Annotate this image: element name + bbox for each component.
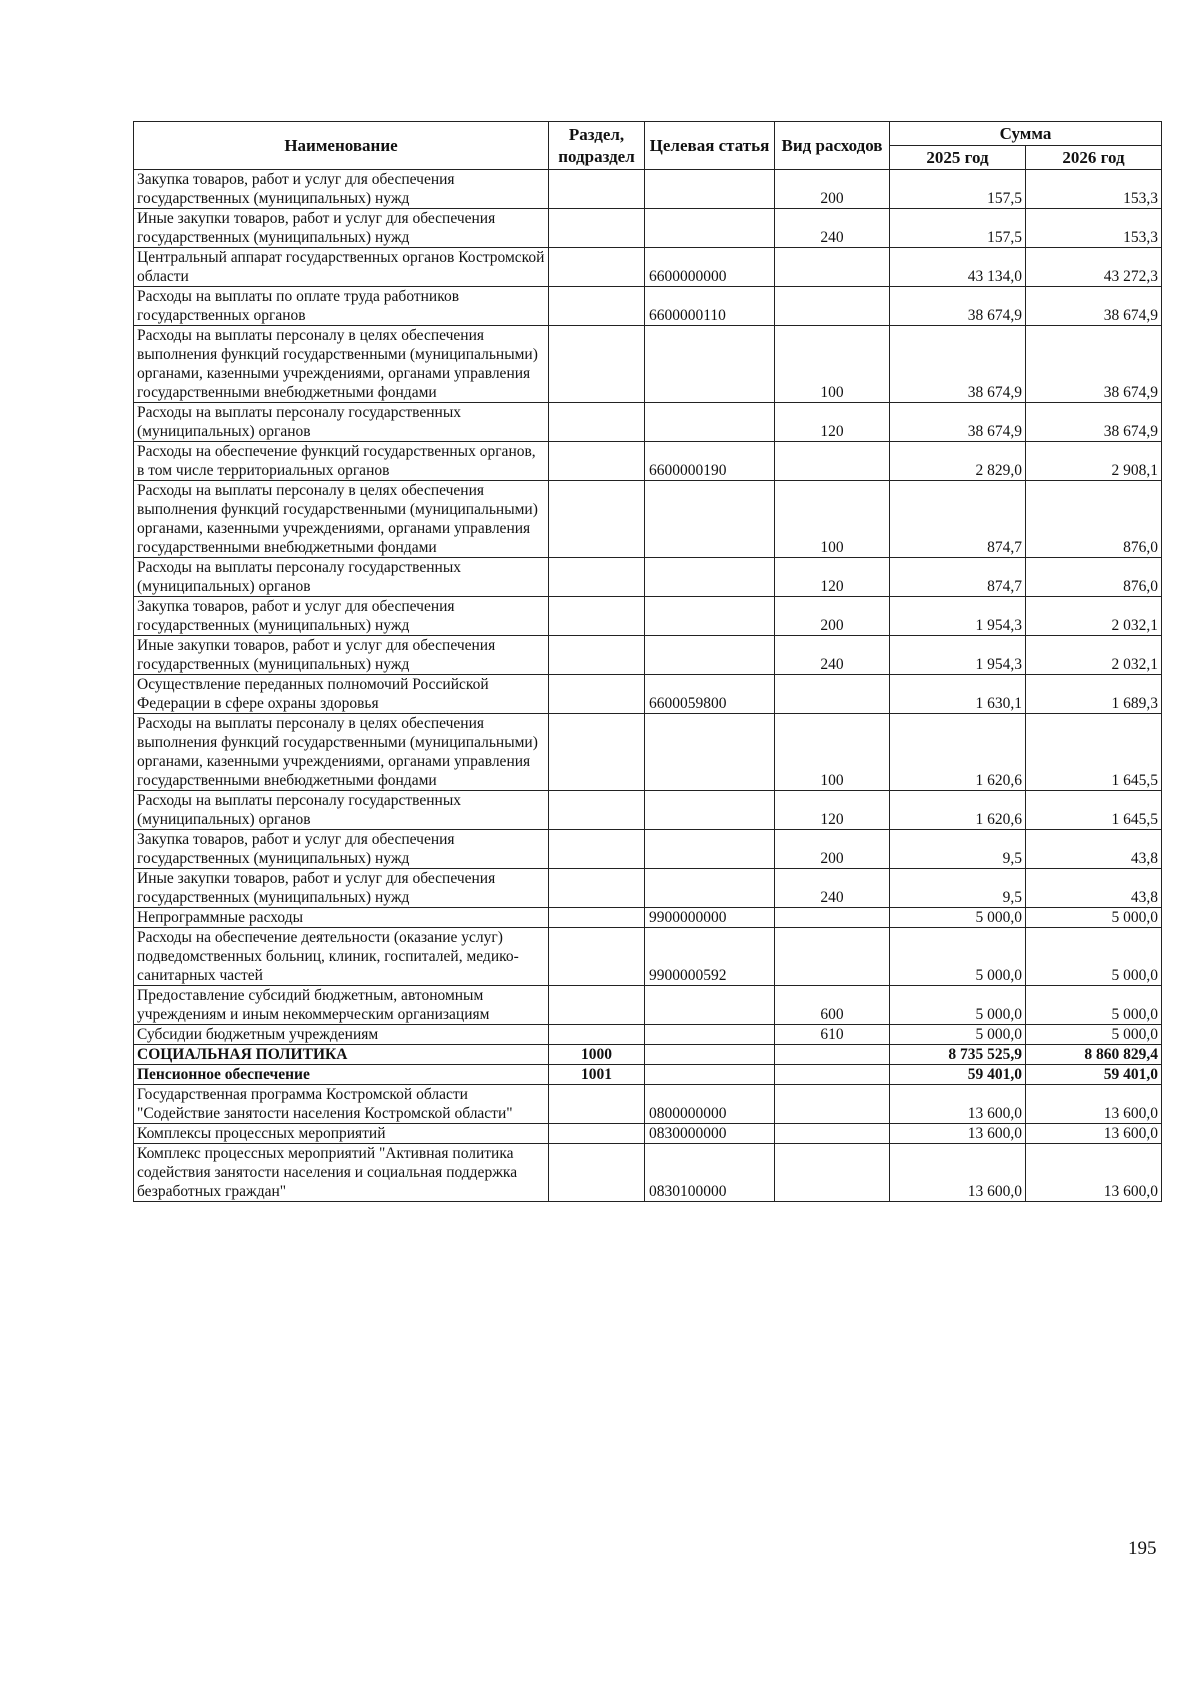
cell-name: Непрограммные расходы — [134, 908, 549, 928]
table-row — [134, 986, 1162, 1025]
cell-name: Расходы на выплаты персоналу в целях обеспечения выполнения функций государственными (муниципальными) органами, казенными учреждениями, органами управления государственными внебюджетными фондами — [134, 326, 549, 403]
cell-2025: 9,5 — [890, 869, 1026, 908]
cell-target — [645, 636, 775, 675]
table-row — [134, 1045, 1162, 1065]
table-row — [134, 1124, 1162, 1144]
cell-2025: 157,5 — [890, 209, 1026, 248]
cell-kind: 610 — [775, 1025, 890, 1045]
cell-kind: 600 — [775, 986, 890, 1025]
cell-kind: 240 — [775, 636, 890, 675]
cell-name: Расходы на выплаты персоналу государственных (муниципальных) органов — [134, 403, 549, 442]
cell-section — [549, 558, 645, 597]
page-number: 195 — [1128, 1538, 1157, 1559]
cell-name: Расходы на выплаты по оплате труда работников государственных органов — [134, 287, 549, 326]
cell-section — [549, 287, 645, 326]
cell-2025: 8 735 525,9 — [890, 1045, 1026, 1065]
header-kind: Вид расходов — [775, 122, 890, 170]
cell-kind — [775, 287, 890, 326]
cell-kind — [775, 1065, 890, 1085]
cell-kind: 240 — [775, 869, 890, 908]
cell-section — [549, 714, 645, 791]
cell-2025: 43 134,0 — [890, 248, 1026, 287]
cell-kind — [775, 908, 890, 928]
cell-target — [645, 714, 775, 791]
cell-section — [549, 1144, 645, 1202]
cell-section — [549, 869, 645, 908]
cell-kind: 100 — [775, 714, 890, 791]
table-row — [134, 209, 1162, 248]
cell-target — [645, 830, 775, 869]
table-row — [134, 170, 1162, 209]
cell-target — [645, 597, 775, 636]
table-row — [134, 636, 1162, 675]
cell-2026: 876,0 — [1026, 481, 1162, 558]
cell-target — [645, 791, 775, 830]
cell-2025: 1 954,3 — [890, 597, 1026, 636]
cell-2026: 43 272,3 — [1026, 248, 1162, 287]
budget-table — [133, 121, 1162, 1202]
cell-name: Расходы на обеспечение функций государственных органов, в том числе территориальных органов — [134, 442, 549, 481]
cell-name: Осуществление переданных полномочий Российской Федерации в сфере охраны здоровья — [134, 675, 549, 714]
cell-target: 0800000000 — [645, 1085, 775, 1124]
table-row — [134, 326, 1162, 403]
table-row — [134, 248, 1162, 287]
cell-section — [549, 636, 645, 675]
cell-2025: 38 674,9 — [890, 287, 1026, 326]
cell-name: Предоставление субсидий бюджетным, автономным учреждениям и иным некоммерческим организациям — [134, 986, 549, 1025]
cell-2026: 2 032,1 — [1026, 636, 1162, 675]
table-row — [134, 1065, 1162, 1085]
cell-name: Расходы на выплаты персоналу в целях обеспечения выполнения функций государственными (муниципальными) органами, казенными учреждениями, органами управления государственными внебюджетными фондами — [134, 714, 549, 791]
cell-name: Комплексы процессных мероприятий — [134, 1124, 549, 1144]
cell-section — [549, 675, 645, 714]
cell-2026: 38 674,9 — [1026, 403, 1162, 442]
cell-2025: 874,7 — [890, 558, 1026, 597]
cell-section — [549, 928, 645, 986]
cell-section — [549, 403, 645, 442]
cell-section — [549, 326, 645, 403]
cell-kind — [775, 1144, 890, 1202]
cell-2025: 59 401,0 — [890, 1065, 1026, 1085]
cell-section — [549, 170, 645, 209]
cell-target — [645, 481, 775, 558]
cell-target — [645, 986, 775, 1025]
cell-2026: 13 600,0 — [1026, 1124, 1162, 1144]
cell-2025: 1 620,6 — [890, 791, 1026, 830]
cell-2025: 1 954,3 — [890, 636, 1026, 675]
header-sum: Сумма — [890, 122, 1162, 146]
cell-2026: 38 674,9 — [1026, 326, 1162, 403]
cell-target — [645, 1045, 775, 1065]
cell-2026: 13 600,0 — [1026, 1144, 1162, 1202]
header-section: Раздел, подраздел — [549, 122, 645, 170]
header-target: Целевая статья — [645, 122, 775, 170]
cell-2025: 38 674,9 — [890, 403, 1026, 442]
cell-kind: 120 — [775, 403, 890, 442]
cell-name: Центральный аппарат государственных органов Костромской области — [134, 248, 549, 287]
cell-2026: 5 000,0 — [1026, 908, 1162, 928]
cell-name: Иные закупки товаров, работ и услуг для обеспечения государственных (муниципальных) нужд — [134, 209, 549, 248]
cell-name: Иные закупки товаров, работ и услуг для обеспечения государственных (муниципальных) нужд — [134, 869, 549, 908]
cell-name: СОЦИАЛЬНАЯ ПОЛИТИКА — [134, 1045, 549, 1065]
cell-name: Закупка товаров, работ и услуг для обеспечения государственных (муниципальных) нужд — [134, 830, 549, 869]
cell-kind: 200 — [775, 597, 890, 636]
cell-name: Иные закупки товаров, работ и услуг для обеспечения государственных (муниципальных) нужд — [134, 636, 549, 675]
cell-target: 6600000190 — [645, 442, 775, 481]
cell-2026: 38 674,9 — [1026, 287, 1162, 326]
header-name: Наименование — [134, 122, 549, 170]
cell-target — [645, 1025, 775, 1045]
cell-2026: 5 000,0 — [1026, 986, 1162, 1025]
cell-section — [549, 442, 645, 481]
cell-2026: 59 401,0 — [1026, 1065, 1162, 1085]
cell-2026: 1 645,5 — [1026, 791, 1162, 830]
cell-2025: 5 000,0 — [890, 986, 1026, 1025]
cell-target: 0830000000 — [645, 1124, 775, 1144]
cell-2025: 157,5 — [890, 170, 1026, 209]
cell-target — [645, 869, 775, 908]
table-row — [134, 675, 1162, 714]
cell-name: Субсидии бюджетным учреждениям — [134, 1025, 549, 1045]
cell-2026: 1 689,3 — [1026, 675, 1162, 714]
cell-target: 6600000000 — [645, 248, 775, 287]
cell-section — [549, 986, 645, 1025]
cell-kind: 200 — [775, 830, 890, 869]
cell-2025: 38 674,9 — [890, 326, 1026, 403]
cell-2025: 1 620,6 — [890, 714, 1026, 791]
cell-2025: 874,7 — [890, 481, 1026, 558]
cell-section — [549, 830, 645, 869]
cell-2025: 5 000,0 — [890, 1025, 1026, 1045]
cell-target — [645, 403, 775, 442]
cell-section — [549, 1085, 645, 1124]
cell-name: Расходы на выплаты персоналу государственных (муниципальных) органов — [134, 558, 549, 597]
cell-section — [549, 908, 645, 928]
cell-kind — [775, 1085, 890, 1124]
table-row — [134, 442, 1162, 481]
cell-name: Расходы на выплаты персоналу в целях обеспечения выполнения функций государственными (муниципальными) органами, казенными учреждениями, органами управления государственными внебюджетными фондами — [134, 481, 549, 558]
cell-2026: 153,3 — [1026, 170, 1162, 209]
cell-2025: 2 829,0 — [890, 442, 1026, 481]
cell-target: 6600059800 — [645, 675, 775, 714]
cell-2025: 9,5 — [890, 830, 1026, 869]
table-row — [134, 1144, 1162, 1202]
table-row — [134, 287, 1162, 326]
cell-2025: 1 630,1 — [890, 675, 1026, 714]
cell-kind — [775, 1045, 890, 1065]
cell-kind: 100 — [775, 326, 890, 403]
cell-target — [645, 1065, 775, 1085]
cell-name: Комплекс процессных мероприятий "Активная политика содействия занятости населения и социальная поддержка безработных граждан" — [134, 1144, 549, 1202]
cell-section — [549, 481, 645, 558]
cell-target: 9900000592 — [645, 928, 775, 986]
cell-kind: 240 — [775, 209, 890, 248]
cell-name: Расходы на обеспечение деятельности (оказание услуг) подведомственных больниц, клиник, госпиталей, медико-санитарных частей — [134, 928, 549, 986]
cell-2025: 5 000,0 — [890, 908, 1026, 928]
cell-target: 9900000000 — [645, 908, 775, 928]
cell-target — [645, 209, 775, 248]
cell-2026: 43,8 — [1026, 869, 1162, 908]
table-row — [134, 1085, 1162, 1124]
header-2025: 2025 год — [890, 146, 1026, 170]
table-row — [134, 928, 1162, 986]
cell-2026: 8 860 829,4 — [1026, 1045, 1162, 1065]
cell-target — [645, 170, 775, 209]
cell-kind: 120 — [775, 558, 890, 597]
cell-2026: 5 000,0 — [1026, 1025, 1162, 1045]
cell-kind — [775, 248, 890, 287]
table-row — [134, 830, 1162, 869]
cell-target — [645, 558, 775, 597]
cell-2026: 1 645,5 — [1026, 714, 1162, 791]
cell-2026: 2 032,1 — [1026, 597, 1162, 636]
cell-2026: 876,0 — [1026, 558, 1162, 597]
cell-section — [549, 209, 645, 248]
table-body — [134, 170, 1162, 1202]
cell-kind: 120 — [775, 791, 890, 830]
cell-2026: 5 000,0 — [1026, 928, 1162, 986]
cell-section — [549, 597, 645, 636]
cell-name: Пенсионное обеспечение — [134, 1065, 549, 1085]
cell-name: Государственная программа Костромской области "Содействие занятости населения Костромской области" — [134, 1085, 549, 1124]
cell-kind: 200 — [775, 170, 890, 209]
table-row — [134, 869, 1162, 908]
table-row — [134, 714, 1162, 791]
cell-kind — [775, 928, 890, 986]
table-row — [134, 403, 1162, 442]
cell-name: Закупка товаров, работ и услуг для обеспечения государственных (муниципальных) нужд — [134, 170, 549, 209]
table-row — [134, 791, 1162, 830]
cell-name: Расходы на выплаты персоналу государственных (муниципальных) органов — [134, 791, 549, 830]
cell-kind: 100 — [775, 481, 890, 558]
cell-section — [549, 1124, 645, 1144]
cell-section — [549, 1025, 645, 1045]
cell-kind — [775, 675, 890, 714]
table-row — [134, 597, 1162, 636]
cell-section: 1000 — [549, 1045, 645, 1065]
cell-2025: 13 600,0 — [890, 1124, 1026, 1144]
cell-kind — [775, 1124, 890, 1144]
cell-target: 0830100000 — [645, 1144, 775, 1202]
cell-target: 6600000110 — [645, 287, 775, 326]
cell-section: 1001 — [549, 1065, 645, 1085]
cell-2026: 43,8 — [1026, 830, 1162, 869]
table-row — [134, 481, 1162, 558]
cell-section — [549, 791, 645, 830]
table-row — [134, 1025, 1162, 1045]
cell-2025: 13 600,0 — [890, 1085, 1026, 1124]
cell-2025: 13 600,0 — [890, 1144, 1026, 1202]
table-row — [134, 558, 1162, 597]
header-2026: 2026 год — [1026, 146, 1162, 170]
cell-2025: 5 000,0 — [890, 928, 1026, 986]
cell-section — [549, 248, 645, 287]
cell-name: Закупка товаров, работ и услуг для обеспечения государственных (муниципальных) нужд — [134, 597, 549, 636]
cell-target — [645, 326, 775, 403]
cell-2026: 153,3 — [1026, 209, 1162, 248]
cell-2026: 2 908,1 — [1026, 442, 1162, 481]
table-row — [134, 908, 1162, 928]
cell-2026: 13 600,0 — [1026, 1085, 1162, 1124]
cell-kind — [775, 442, 890, 481]
